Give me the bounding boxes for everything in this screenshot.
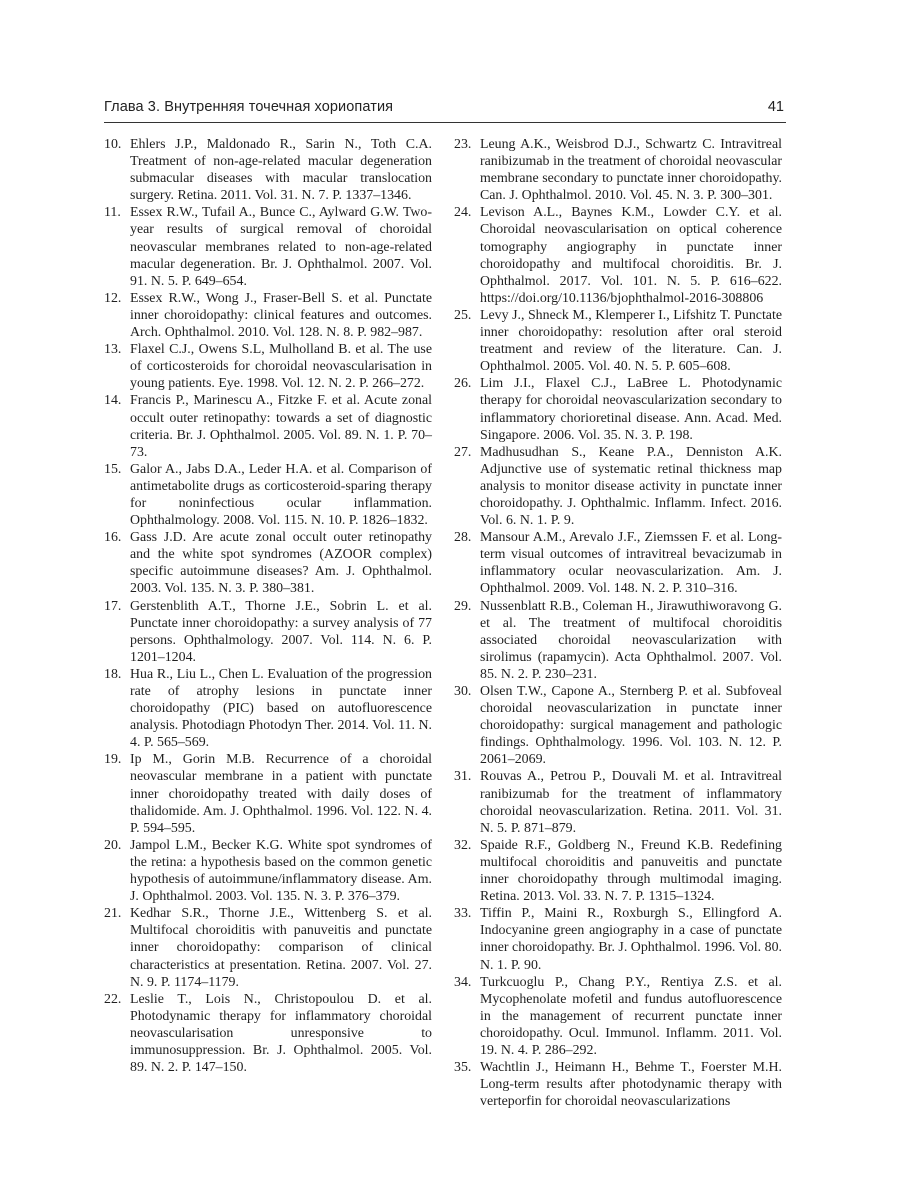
references-left-column — [104, 136, 432, 1076]
reference-number: 28. — [454, 530, 472, 546]
reference-number: 11. — [104, 205, 121, 221]
chapter-title: Глава 3. Внутренняя точечная хориопатия — [104, 99, 394, 115]
reference-number: 31. — [454, 769, 472, 785]
reference-number: 30. — [454, 684, 472, 699]
reference-item — [454, 905, 782, 973]
reference-text: Flaxel C.J., Owens S.L, Mulholland B. et al. The use of corticosteroids for choroidal neovascularisation in young patients. Eye. 1998. Vol. 12. N. 2. P. 266–272. — [130, 342, 432, 392]
reference-text: Essex R.W., Tufail A., Bunce C., Aylward G.W. Two-year results of surgical removal of choroidal neovascular membranes related to non-age-related macular degeneration. Br. J. Ophthalmol. 2007. Vol. 91. N. 5. P. 649–654. — [130, 205, 432, 289]
reference-item — [104, 837, 432, 905]
reference-item — [454, 683, 782, 768]
reference-text: Rouvas A., Petrou P., Douvali M. et al. Intravitreal ranibizumab for the treatment of inflammatory choroidal neovascularization. Retina. 2011. Vol. 31. N. 5. P. 871–879. — [480, 769, 782, 836]
reference-item — [454, 768, 782, 836]
reference-text: Jampol L.M., Becker K.G. White spot syndromes of the retina: a hypothesis based on the common genetic hypothesis of autoimmune/inflammatory disease. Am. J. Ophthalmol. 2003. Vol. 135. N. 3. P. 376–379. — [130, 837, 432, 905]
reference-number: 25. — [454, 307, 472, 323]
reference-item — [104, 666, 432, 751]
reference-text: Francis P., Marinescu A., Fitzke F. et al. Acute zonal occult outer retinopathy: towards a set of diagnostic criteria. Br. J. Ophthalmol. 2005. Vol. 89. N. 1. P. 70–73. — [130, 393, 432, 460]
reference-text: Levy J., Shneck M., Klemperer I., Lifshitz T. Punctate inner choroidopathy: resolution after oral steroid treatment and review of the literature. Can. J. Ophthalmol. 2005. Vol. 40. N. 5. P. 605–608. — [480, 307, 782, 375]
reference-item — [454, 1059, 782, 1110]
reference-number: 26. — [454, 376, 472, 392]
reference-number: 24. — [454, 205, 472, 221]
reference-number: 32. — [454, 837, 472, 853]
reference-item — [104, 751, 432, 836]
page-number: 41 — [767, 99, 784, 115]
reference-number: 33. — [454, 906, 472, 922]
reference-text: Tiffin P., Maini R., Roxburgh S., Ellingford A. Indocyanine green angiography in a case of punctate inner choroidopathy. Br. J. Ophthalmol. 1996. Vol. 80. N. 1. P. 90. — [480, 906, 782, 973]
reference-number: 12. — [104, 290, 122, 306]
reference-item — [454, 598, 782, 683]
references-right-column — [454, 136, 782, 1110]
reference-text: Levison A.L., Baynes K.M., Lowder C.Y. et al. Choroidal neovascularisation on optical coherence tomography angiography in punctate inner choroidopathy and multifocal choroiditis. Br. J. Ophthalmol. 2017. Vol. 101. N. 5. P. 616–622. https://doi.org/10.1136/bjophthalmol-2016-308806 — [480, 205, 782, 306]
reference-number: 35. — [454, 1060, 472, 1076]
reference-item — [454, 204, 782, 307]
reference-item — [104, 290, 432, 341]
reference-text: Spaide R.F., Goldberg N., Freund K.B. Redefining multifocal choroiditis and panuveitis and punctate inner choroidopathy through multimodal imaging. Retina. 2013. Vol. 33. N. 7. P. 1315–1324. — [480, 837, 782, 905]
reference-item — [454, 974, 782, 1059]
reference-item — [104, 136, 432, 204]
reference-item — [454, 837, 782, 905]
reference-text: Leslie T., Lois N., Christopoulou D. et al. Photodynamic therapy for inflammatory choroidal neovascularisation unresponsive to immunosuppression. Br. J. Ophthalmol. 2005. Vol. 89. N. 2. P. 147–150. — [130, 991, 432, 1076]
reference-number: 17. — [104, 598, 122, 614]
running-header — [104, 96, 786, 123]
reference-item — [104, 204, 432, 289]
reference-text: Turkcuoglu P., Chang P.Y., Rentiya Z.S. et al. Mycophenolate mofetil and fundus autofluorescence in the management of recurrent punctate inner choroidopathy. Ocul. Immunol. Inflamm. 2011. Vol. 19. N. 4. P. 286–292. — [480, 974, 782, 1058]
reference-item — [454, 375, 782, 443]
reference-number: 19. — [104, 752, 122, 768]
reference-number: 23. — [454, 137, 472, 152]
reference-text: Leung A.K., Weisbrod D.J., Schwartz C. Intravitreal ranibizumab in the treatment of choroidal neovascular membrane secondary to punctate inner choroidopathy. Can. J. Ophthalmol. 2010. Vol. 45. N. 3. P. 300–301. — [480, 137, 782, 204]
reference-text: Hua R., Liu L., Chen L. Evaluation of the progression rate of atrophy lesions in punctate inner choroidopathy (PIC) based on autofluorescence analysis. Photodiagn Photodyn Ther. 2014. Vol. 11. N. 4. P. 565–569. — [130, 666, 432, 751]
reference-text: Ehlers J.P., Maldonado R., Sarin N., Toth C.A. Treatment of non-age-related macular degeneration submacular diseases with macular translocation surgery. Retina. 2011. Vol. 31. N. 7. P. 1337–1346. — [130, 137, 432, 204]
reference-text: Wachtlin J., Heimann H., Behme T., Foerster M.H. Long-term results after photodynamic therapy with verteporfin for choroidal neovascularizations — [480, 1060, 782, 1110]
reference-text: Ip M., Gorin M.B. Recurrence of a choroidal neovascular membrane in a patient with punctate inner choroidopathy treated with daily doses of thalidomide. Am. J. Ophthalmol. 1996. Vol. 122. N. 4. P. 594–595. — [130, 752, 432, 836]
reference-text: Olsen T.W., Capone A., Sternberg P. et al. Subfoveal choroidal neovascularization in punctate inner choroidopathy: surgical management and pathologic findings. Ophthalmology. 1996. Vol. 103. N. 12. P. 2061–2069. — [480, 684, 782, 768]
reference-number: 20. — [104, 837, 122, 853]
reference-text: Madhusudhan S., Keane P.A., Denniston A.K. Adjunctive use of systematic retinal thickness map analysis to monitor disease activity in punctate inner choroidopathy. J. Ophthalmic. Inflamm. Infect. 2016. Vol. 6. N. 1. P. 9. — [480, 444, 782, 529]
reference-item — [104, 461, 432, 529]
reference-number: 10. — [104, 137, 122, 152]
reference-number: 15. — [104, 461, 122, 477]
reference-number: 34. — [454, 974, 472, 990]
reference-number: 29. — [454, 598, 472, 614]
reference-number: 21. — [104, 906, 122, 922]
reference-item — [104, 529, 432, 597]
reference-number: 18. — [104, 666, 122, 682]
reference-item — [454, 444, 782, 529]
reference-text: Mansour A.M., Arevalo J.F., Ziemssen F. et al. Long-term visual outcomes of intravitreal bevacizumab in inflammatory ocular neovascularization. Am. J. Ophthalmol. 2009. Vol. 148. N. 2. P. 310–316. — [480, 530, 782, 597]
reference-text: Nussenblatt R.B., Coleman H., Jirawuthiworavong G. et al. The treatment of multifocal choroiditis associated choroidal neovascularization with sirolimus (rapamycin). Acta Ophthalmol. 2007. Vol. 85. N. 2. P. 230–231. — [480, 598, 782, 682]
reference-item — [104, 341, 432, 392]
reference-item — [454, 529, 782, 597]
reference-text: Gerstenblith A.T., Thorne J.E., Sobrin L. et al. Punctate inner choroidopathy: a survey analysis of 77 persons. Ophthalmology. 2007. Vol. 114. N. 6. P. 1201–1204. — [130, 598, 432, 665]
reference-number: 16. — [104, 530, 122, 546]
reference-number: 14. — [104, 393, 122, 409]
reference-text: Lim J.I., Flaxel C.J., LaBree L. Photodynamic therapy for choroidal neovascularization secondary to inflammatory chorioretinal disease. Ann. Acad. Med. Singapore. 2006. Vol. 35. N. 3. P. 198. — [480, 376, 782, 443]
reference-item — [104, 598, 432, 666]
reference-item — [454, 307, 782, 375]
reference-text: Essex R.W., Wong J., Fraser-Bell S. et al. Punctate inner choroidopathy: clinical features and outcomes. Arch. Ophthalmol. 2010. Vol. 128. N. 8. P. 982–987. — [130, 290, 432, 341]
reference-item — [104, 905, 432, 990]
reference-item — [454, 136, 782, 204]
reference-text: Galor A., Jabs D.A., Leder H.A. et al. Comparison of antimetabolite drugs as corticosteroid-sparing therapy for noninfectious ocular inflammation. Ophthalmology. 2008. Vol. 115. N. 10. P. 1826–1832. — [130, 461, 432, 529]
reference-text: Gass J.D. Are acute zonal occult outer retinopathy and the white spot syndromes (AZOOR complex) specific autoimmune diseases? Am. J. Ophthalmol. 2003. Vol. 135. N. 3. P. 380–381. — [130, 530, 432, 597]
reference-number: 22. — [104, 991, 122, 1007]
reference-item — [104, 392, 432, 460]
reference-text: Kedhar S.R., Thorne J.E., Wittenberg S. et al. Multifocal choroiditis with panuveitis and punctate inner choroidopathy: comparison of clinical characteristics at presentation. Retina. 2007. Vol. 27. N. 9. P. 1174–1179. — [130, 906, 432, 990]
reference-number: 13. — [104, 342, 122, 358]
reference-number: 27. — [454, 444, 472, 460]
reference-item — [104, 991, 432, 1076]
